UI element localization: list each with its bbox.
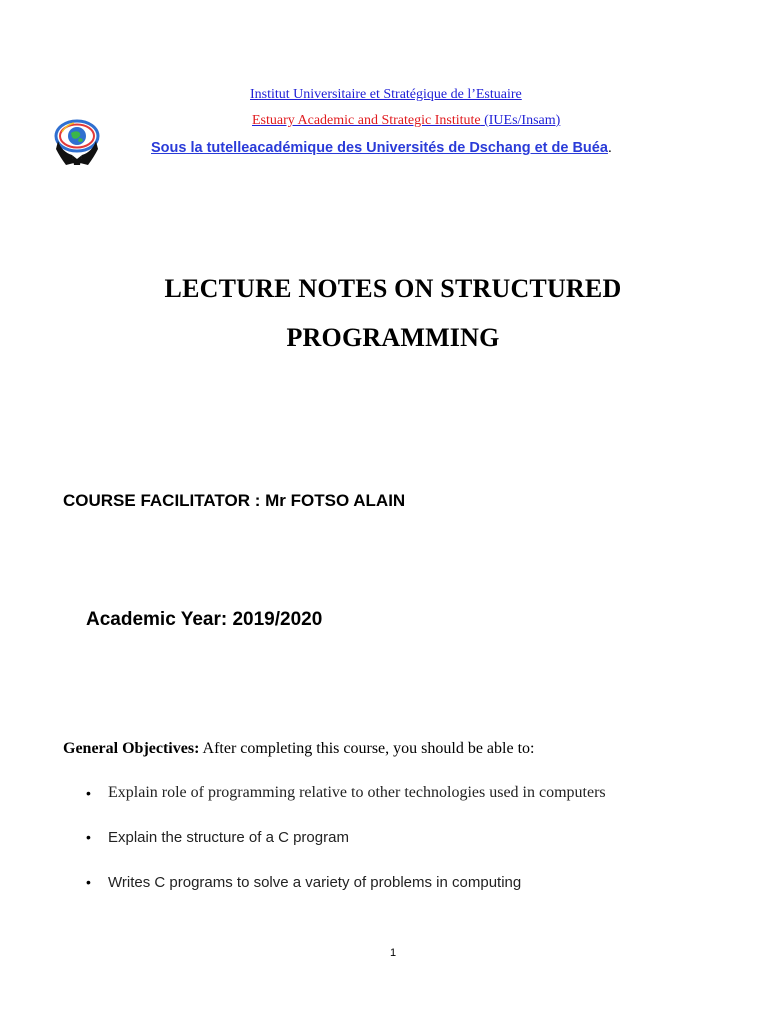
bullet-icon: • <box>86 874 91 890</box>
bullet-icon: • <box>86 785 91 801</box>
tutelage-statement <box>151 140 612 156</box>
tutelage-text[interactable]: Sous la tutelleacadémique des Universités de Dschang et de Buéa <box>151 140 608 156</box>
tutelage-period: . <box>607 140 612 156</box>
institute-abbreviation: (IUEs/Insam) <box>484 113 561 128</box>
institute-name-english-text: Estuary Academic and Strategic Institute <box>252 113 481 128</box>
document-title-line-1: LECTURE NOTES ON STRUCTURED <box>164 274 622 303</box>
institute-name-english[interactable] <box>252 113 560 129</box>
document-title-line-2: PROGRAMMING <box>286 323 500 352</box>
academic-year: Academic Year: 2019/2020 <box>86 609 323 630</box>
objectives-label: General Objectives: <box>63 740 200 757</box>
objective-item: Explain role of programming relative to other technologies used in computers <box>108 784 606 801</box>
institute-logo-icon <box>52 119 100 169</box>
objective-item: Explain the structure of a C program <box>108 829 349 846</box>
page-number: 1 <box>390 947 397 959</box>
institute-name-french[interactable]: Institut Universitaire et Stratégique de l’Estuaire <box>250 87 522 102</box>
course-facilitator: COURSE FACILITATOR : Mr FOTSO ALAIN <box>63 491 406 510</box>
objective-item: Writes C programs to solve a variety of problems in computing <box>108 874 522 891</box>
objectives-intro: After completing this course, you should be able to: <box>199 740 535 757</box>
bullet-icon: • <box>86 829 91 845</box>
general-objectives <box>63 740 534 758</box>
